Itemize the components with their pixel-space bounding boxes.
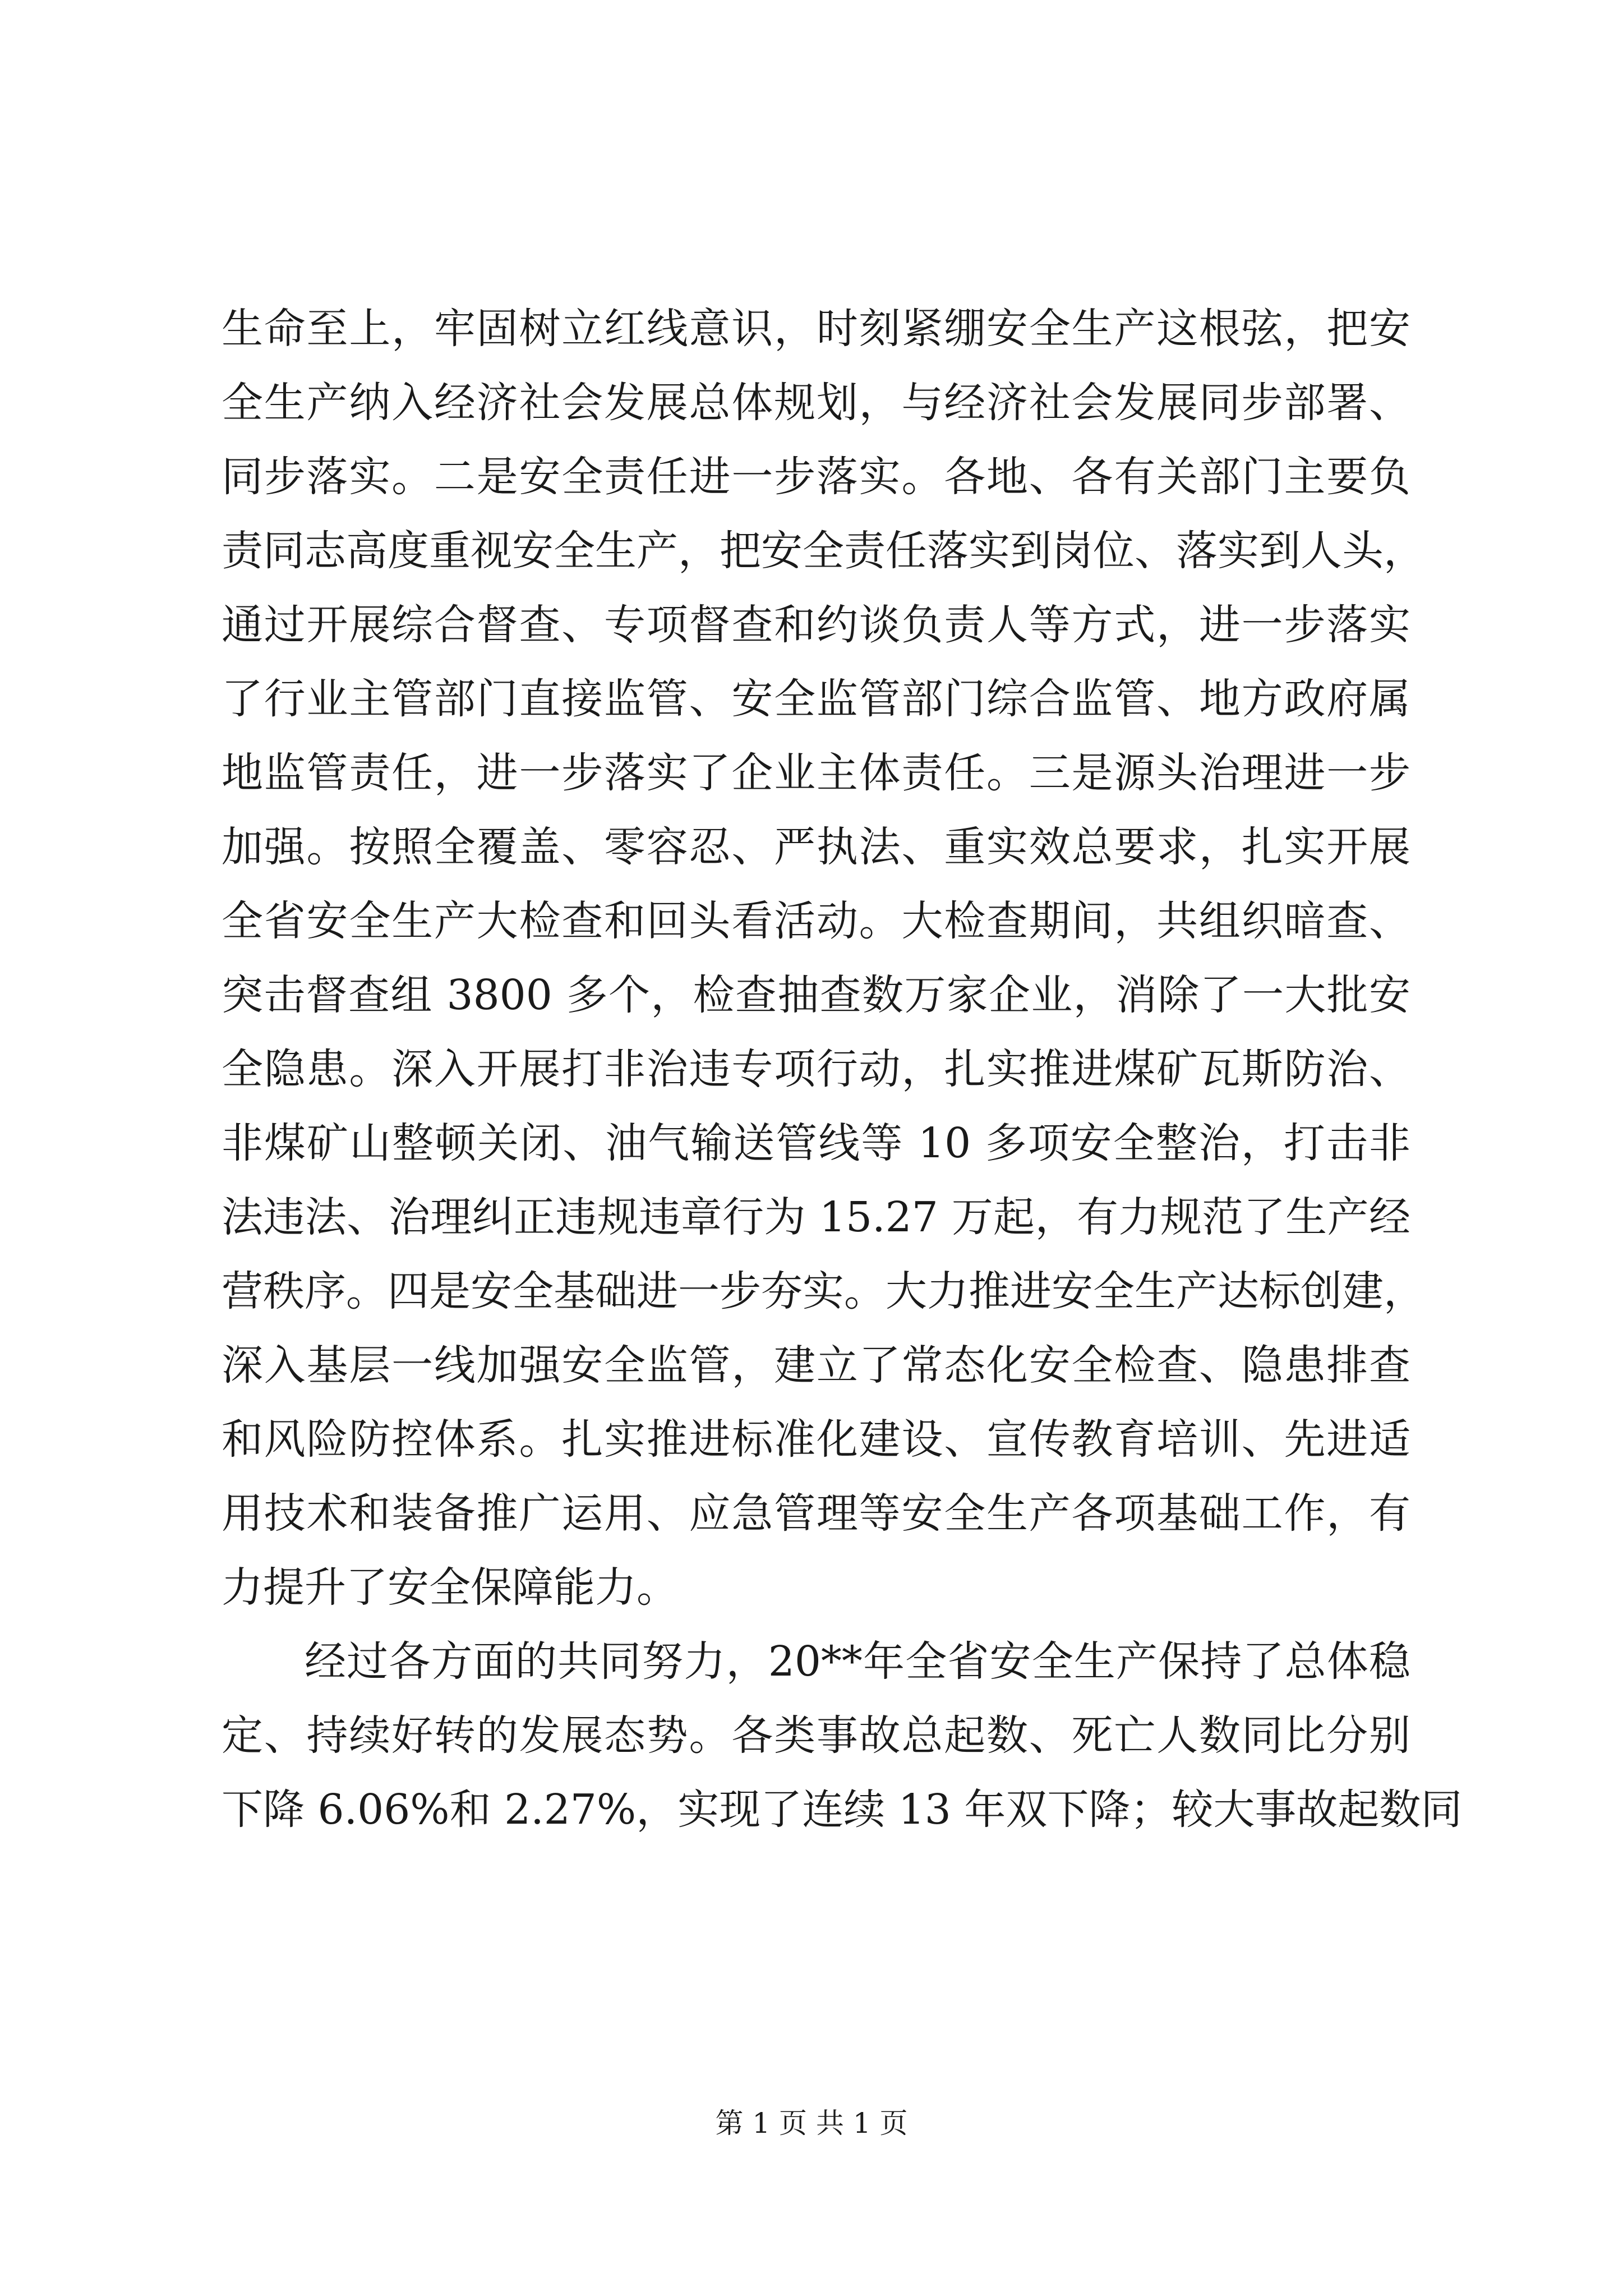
- text-line: 和风险防控体系。扎实推进标准化建设、宣传教育培训、先进适: [222, 1415, 1410, 1464]
- text-line: 全隐患。深入开展打非治违专项行动，扎实推进煤矿瓦斯防治、: [222, 1045, 1410, 1093]
- text-line: 法违法、治理纠正违规违章行为 15.27 万起，有力规范了生产经: [222, 1193, 1410, 1241]
- text-line: 定、持续好转的发展态势。各类事故总起数、死亡人数同比分别: [222, 1711, 1410, 1760]
- page-number-label: 第 1 页 共 1 页: [715, 2107, 908, 2139]
- page-footer: [0, 2101, 1623, 2141]
- text-line: 加强。按照全覆盖、零容忍、严执法、重实效总要求，扎实开展: [222, 823, 1410, 871]
- text-line: 全省安全生产大检查和回头看活动。大检查期间，共组织暗查、: [222, 897, 1410, 945]
- text-line: 地监管责任，进一步落实了企业主体责任。三是源头治理进一步: [222, 749, 1410, 797]
- text-line: 生命至上，牢固树立红线意识，时刻紧绷安全生产这根弦，把安: [222, 305, 1410, 353]
- text-line: 通过开展综合督查、专项督查和约谈负责人等方式，进一步落实: [222, 601, 1410, 649]
- text-line: 同步落实。二是安全责任进一步落实。各地、各有关部门主要负: [222, 453, 1410, 501]
- paragraph-1: [222, 292, 1425, 1625]
- text-line: 了行业主管部门直接监管、安全监管部门综合监管、地方政府属: [222, 675, 1410, 723]
- text-line: 全生产纳入经济社会发展总体规划，与经济社会发展同步部署、: [222, 379, 1410, 427]
- text-line: 非煤矿山整顿关闭、油气输送管线等 10 多项安全整治，打击非: [222, 1119, 1410, 1167]
- text-line: 责同志高度重视安全生产，把安全责任落实到岗位、落实到人头，: [222, 527, 1425, 575]
- paragraph-2: [222, 1625, 1463, 1847]
- body-text: [222, 292, 1463, 1847]
- text-line: 下降 6.06%和 2.27%，实现了连续 13 年双下降；较大事故起数同: [222, 1786, 1463, 1834]
- text-line: 深入基层一线加强安全监管，建立了常态化安全检查、隐患排查: [222, 1341, 1410, 1389]
- text-line: 力提升了安全保障能力。: [222, 1563, 678, 1612]
- text-line: 经过各方面的共同努力，20**年全省安全生产保持了总体稳: [305, 1637, 1410, 1686]
- text-line: 营秩序。四是安全基础进一步夯实。大力推进安全生产达标创建，: [222, 1267, 1425, 1315]
- text-line: 用技术和装备推广运用、应急管理等安全生产各项基础工作，有: [222, 1489, 1410, 1538]
- text-line: 突击督查组 3800 多个，检查抽查数万家企业，消除了一大批安: [222, 971, 1410, 1019]
